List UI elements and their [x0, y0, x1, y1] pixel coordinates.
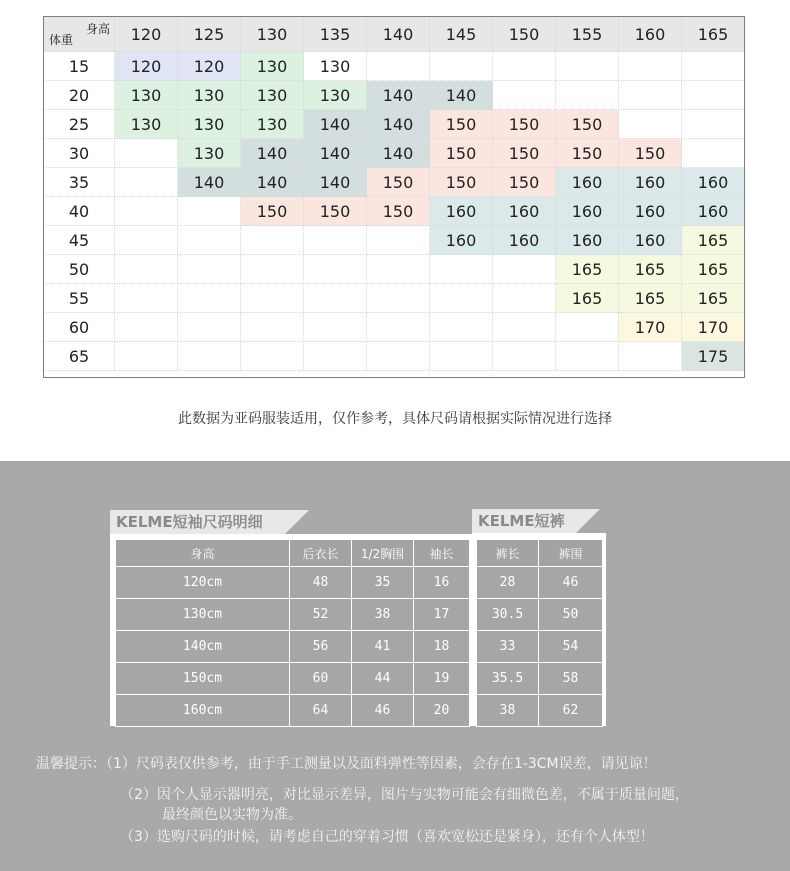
tshirt-cell: 16: [414, 567, 470, 599]
size-cell: 140: [367, 81, 430, 110]
size-cell: [682, 81, 745, 110]
matrix-row: [44, 81, 745, 110]
kelme-size-section: [0, 461, 790, 871]
size-cell: [556, 313, 619, 342]
size-cell: [304, 226, 367, 255]
tshirt-cell: 38: [352, 599, 414, 631]
tshirt-row: [116, 695, 470, 727]
size-cell: [493, 81, 556, 110]
size-cell: [115, 226, 178, 255]
tshirt-header-cell: 袖长: [414, 540, 470, 567]
size-cell: [115, 255, 178, 284]
size-cell: [115, 197, 178, 226]
size-cell: [115, 168, 178, 197]
size-matrix-body: [44, 17, 745, 371]
weight-header-cell: 20: [44, 81, 115, 110]
size-cell: [115, 284, 178, 313]
size-cell: 165: [682, 226, 745, 255]
size-cell: 140: [241, 168, 304, 197]
size-cell: 150: [493, 168, 556, 197]
size-cell: 160: [682, 197, 745, 226]
matrix-row: [44, 284, 745, 313]
shorts-header-row: [477, 540, 603, 567]
size-cell: [682, 52, 745, 81]
size-cell: 130: [241, 52, 304, 81]
weight-header-cell: 30: [44, 139, 115, 168]
shorts-cell: 46: [539, 567, 603, 599]
height-header-cell: 140: [367, 17, 430, 52]
shorts-size-table: [476, 539, 603, 727]
shorts-row: [477, 631, 603, 663]
matrix-header-row: [44, 17, 745, 52]
shorts-header-cell: 裤围: [539, 540, 603, 567]
height-header-cell: 160: [619, 17, 682, 52]
size-cell: [556, 342, 619, 371]
size-cell: [304, 342, 367, 371]
tip-line-1: [36, 754, 657, 774]
tshirt-cell: 18: [414, 631, 470, 663]
size-cell: 160: [556, 168, 619, 197]
size-cell: 150: [241, 197, 304, 226]
tshirt-cell: 19: [414, 663, 470, 695]
shorts-cell: 54: [539, 631, 603, 663]
size-cell: 140: [430, 81, 493, 110]
height-header-cell: 125: [178, 17, 241, 52]
weight-header-cell: 40: [44, 197, 115, 226]
size-cell: [304, 255, 367, 284]
height-header-cell: 145: [430, 17, 493, 52]
size-cell: 160: [682, 168, 745, 197]
tshirt-header-row: [116, 540, 470, 567]
size-cell: 120: [178, 52, 241, 81]
size-cell: 130: [115, 81, 178, 110]
size-cell: [367, 226, 430, 255]
weight-header-cell: 25: [44, 110, 115, 139]
tshirt-row: [116, 599, 470, 631]
tip-2: （2）因个人显示器明亮，对比显示差异，图片与实物可能会有细微色差，不属于质量问题，: [120, 787, 689, 803]
size-cell: 140: [304, 110, 367, 139]
size-cell: 165: [556, 284, 619, 313]
size-cell: [493, 255, 556, 284]
size-cell: 140: [367, 110, 430, 139]
size-cell: [430, 284, 493, 313]
size-cell: 140: [178, 168, 241, 197]
size-cell: 130: [115, 110, 178, 139]
size-cell: 150: [493, 139, 556, 168]
size-cell: 170: [682, 313, 745, 342]
shorts-row: [477, 599, 603, 631]
size-cell: [430, 313, 493, 342]
tshirt-cell: 41: [352, 631, 414, 663]
size-cell: [304, 313, 367, 342]
tip-1: （1）尺码表仅供参考，由于手工测量以及面料弹性等因素，会存在1-3CM误差，请见谅！: [106, 756, 657, 772]
size-cell: [115, 139, 178, 168]
size-cell: 160: [430, 226, 493, 255]
tshirt-cell: 160cm: [116, 695, 290, 727]
size-cell: 160: [556, 197, 619, 226]
shorts-header-cell: 裤长: [477, 540, 539, 567]
size-cell: 130: [178, 81, 241, 110]
asia-size-note: 此数据为亚码服装适用，仅作参考，具体尺码请根据实际情况进行选择: [178, 411, 612, 427]
height-header-cell: 130: [241, 17, 304, 52]
height-axis-label: 身高: [85, 22, 110, 36]
matrix-row: [44, 313, 745, 342]
tips-prefix: 温馨提示：: [36, 756, 106, 772]
weight-header-cell: 15: [44, 52, 115, 81]
size-cell: 150: [556, 110, 619, 139]
weight-header-cell: 55: [44, 284, 115, 313]
tshirt-cell: 52: [290, 599, 352, 631]
tshirt-cell: 17: [414, 599, 470, 631]
size-cell: 165: [619, 255, 682, 284]
shorts-table-body: [477, 540, 603, 727]
shorts-cell: 35.5: [477, 663, 539, 695]
height-header-cell: 165: [682, 17, 745, 52]
size-cell: 150: [430, 139, 493, 168]
size-cell: 130: [178, 110, 241, 139]
tshirt-header-cell: 身高: [116, 540, 290, 567]
size-cell: [367, 52, 430, 81]
size-cell: [619, 52, 682, 81]
size-cell: 130: [178, 139, 241, 168]
size-cell: 150: [367, 197, 430, 226]
tshirt-size-table: [115, 539, 470, 727]
size-cell: [430, 342, 493, 371]
weight-header-cell: 65: [44, 342, 115, 371]
matrix-row: [44, 168, 745, 197]
tshirt-header-cell: 后衣长: [290, 540, 352, 567]
tshirt-cell: 20: [414, 695, 470, 727]
shorts-title-tab: [472, 509, 576, 533]
size-cell: 160: [619, 197, 682, 226]
height-header-cell: 155: [556, 17, 619, 52]
tshirt-cell: 48: [290, 567, 352, 599]
size-cell: 160: [493, 197, 556, 226]
size-cell: 140: [241, 139, 304, 168]
size-cell: [619, 81, 682, 110]
size-cell: [241, 313, 304, 342]
size-cell: 170: [619, 313, 682, 342]
size-cell: 165: [619, 284, 682, 313]
matrix-corner-cell: [44, 17, 115, 52]
size-cell: 160: [493, 226, 556, 255]
shorts-cell: 30.5: [477, 599, 539, 631]
size-cell: 120: [115, 52, 178, 81]
tshirt-cell: 35: [352, 567, 414, 599]
height-header-cell: 135: [304, 17, 367, 52]
size-cell: 150: [556, 139, 619, 168]
tshirt-title-tab: [110, 510, 285, 534]
shorts-row: [477, 663, 603, 695]
matrix-row: [44, 139, 745, 168]
size-cell: [178, 342, 241, 371]
size-cell: 165: [556, 255, 619, 284]
tshirt-cell: 56: [290, 631, 352, 663]
size-cell: [682, 110, 745, 139]
size-cell: [178, 197, 241, 226]
size-cell: 150: [304, 197, 367, 226]
size-cell: [367, 313, 430, 342]
size-cell: 130: [241, 81, 304, 110]
tshirt-header-cell: 1/2胸围: [352, 540, 414, 567]
size-cell: [178, 255, 241, 284]
size-cell: 160: [556, 226, 619, 255]
matrix-row: [44, 52, 745, 81]
size-cell: [115, 313, 178, 342]
size-cell: [556, 52, 619, 81]
shorts-row: [477, 567, 603, 599]
tip-2-continued: 最终颜色以实物为准。: [162, 807, 302, 823]
tshirt-cell: 60: [290, 663, 352, 695]
shorts-cell: 38: [477, 695, 539, 727]
size-cell: [556, 81, 619, 110]
size-cell: [367, 255, 430, 284]
tshirt-cell: 64: [290, 695, 352, 727]
tshirt-cell: 140cm: [116, 631, 290, 663]
size-matrix-table: [43, 16, 745, 371]
tshirt-table-body: [116, 540, 470, 727]
size-cell: [430, 52, 493, 81]
tip-3: （3）选购尺码的时候，请考虑自己的穿着习惯（喜欢宽松还是紧身），还有个人体型！: [120, 829, 654, 845]
tshirt-cell: 130cm: [116, 599, 290, 631]
size-cell: [619, 110, 682, 139]
tshirt-cell: 120cm: [116, 567, 290, 599]
weight-header-cell: 45: [44, 226, 115, 255]
size-cell: [493, 284, 556, 313]
shorts-cell: 50: [539, 599, 603, 631]
tshirt-cell: 44: [352, 663, 414, 695]
shorts-cell: 28: [477, 567, 539, 599]
weight-header-cell: 50: [44, 255, 115, 284]
height-header-cell: 120: [115, 17, 178, 52]
shorts-title: KELME短裤: [478, 512, 565, 530]
size-cell: [493, 313, 556, 342]
size-cell: [115, 342, 178, 371]
size-cell: [304, 284, 367, 313]
size-cell: 140: [304, 139, 367, 168]
weight-axis-label: 体重: [49, 33, 74, 47]
size-cell: [241, 255, 304, 284]
size-cell: [619, 342, 682, 371]
tshirt-row: [116, 567, 470, 599]
size-cell: 130: [304, 52, 367, 81]
size-cell: 150: [430, 168, 493, 197]
size-cell: [682, 139, 745, 168]
size-cell: 130: [241, 110, 304, 139]
size-cell: 150: [430, 110, 493, 139]
matrix-row: [44, 255, 745, 284]
size-cell: 160: [430, 197, 493, 226]
weight-header-cell: 35: [44, 168, 115, 197]
size-cell: [178, 284, 241, 313]
size-cell: [430, 255, 493, 284]
tshirt-cell: 46: [352, 695, 414, 727]
shorts-cell: 62: [539, 695, 603, 727]
size-cell: [241, 342, 304, 371]
size-cell: 165: [682, 255, 745, 284]
size-cell: [493, 52, 556, 81]
size-cell: [241, 284, 304, 313]
size-cell: [178, 313, 241, 342]
size-cell: 175: [682, 342, 745, 371]
tshirt-cell: 150cm: [116, 663, 290, 695]
size-cell: 160: [619, 226, 682, 255]
size-cell: 130: [304, 81, 367, 110]
size-cell: [493, 342, 556, 371]
size-cell: 150: [367, 168, 430, 197]
size-cell: 165: [682, 284, 745, 313]
size-cell: 140: [367, 139, 430, 168]
size-cell: [367, 284, 430, 313]
tshirt-title: KELME短袖尺码明细: [116, 513, 263, 531]
weight-header-cell: 60: [44, 313, 115, 342]
size-cell: 150: [619, 139, 682, 168]
size-cell: 150: [493, 110, 556, 139]
size-cell: 160: [619, 168, 682, 197]
shorts-cell: 58: [539, 663, 603, 695]
size-cell: 140: [304, 168, 367, 197]
matrix-row: [44, 197, 745, 226]
size-cell: [367, 342, 430, 371]
tshirt-row: [116, 631, 470, 663]
height-header-cell: 150: [493, 17, 556, 52]
shorts-cell: 33: [477, 631, 539, 663]
shorts-row: [477, 695, 603, 727]
tshirt-row: [116, 663, 470, 695]
size-cell: [178, 226, 241, 255]
matrix-row: [44, 110, 745, 139]
matrix-row: [44, 342, 745, 371]
matrix-row: [44, 226, 745, 255]
size-cell: [241, 226, 304, 255]
